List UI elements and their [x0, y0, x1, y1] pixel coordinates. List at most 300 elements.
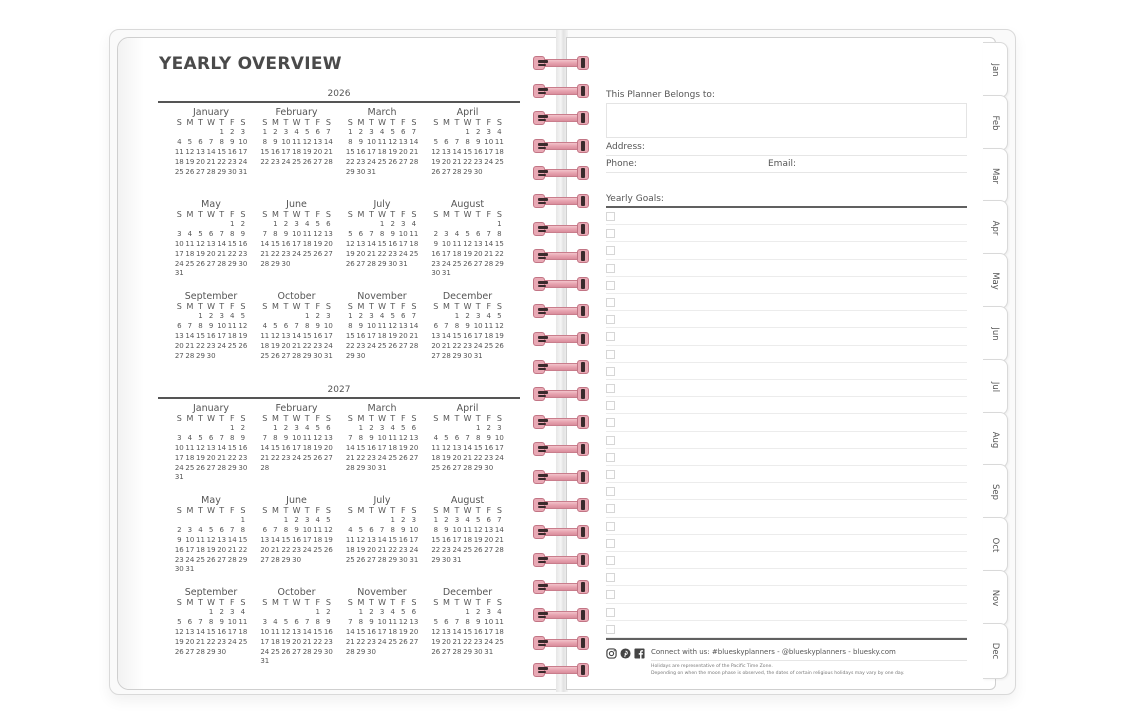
connect-text: Connect with us: #blueskyplanners - @blueskyplanners - bluesky.com — [651, 648, 896, 656]
goal-row[interactable] — [606, 552, 967, 569]
week-row — [345, 638, 431, 648]
weekday-label: S — [176, 506, 182, 515]
day-cell: 18 — [377, 147, 387, 156]
week-row — [174, 516, 260, 526]
day-cell: 28 — [409, 341, 419, 350]
day-cell: 29 — [356, 463, 366, 472]
day-cell: 4 — [230, 312, 235, 320]
week-row — [345, 158, 431, 168]
day-cell: 23 — [441, 545, 451, 554]
week-row — [345, 536, 431, 546]
goal-row[interactable] — [606, 260, 967, 277]
day-cell: 16 — [473, 147, 483, 156]
goal-row[interactable] — [606, 414, 967, 431]
day-cell: 13 — [260, 535, 270, 544]
day-cell: 27 — [292, 647, 302, 656]
goal-row[interactable] — [606, 242, 967, 259]
day-cell: 8 — [230, 433, 235, 442]
weekday-label: S — [262, 414, 268, 423]
week-row — [174, 260, 260, 270]
goal-checkbox[interactable] — [606, 608, 615, 617]
goal-row[interactable] — [606, 500, 967, 517]
weekday-label: T — [283, 414, 289, 423]
goal-row[interactable] — [606, 294, 967, 311]
address-line[interactable] — [606, 155, 967, 156]
day-cell: 29 — [313, 647, 323, 656]
day-cell: 9 — [283, 229, 289, 238]
tab-sep[interactable] — [983, 464, 1008, 520]
week-row — [174, 250, 260, 260]
day-cell: 2 — [369, 608, 374, 616]
goal-checkbox[interactable] — [606, 281, 615, 290]
day-cell: 23 — [292, 545, 302, 554]
day-cell: 18 — [260, 341, 270, 350]
week-row — [431, 638, 517, 648]
day-cell: 21 — [494, 535, 504, 544]
goal-row[interactable] — [606, 604, 967, 621]
goal-checkbox[interactable] — [606, 384, 615, 393]
goal-row[interactable] — [606, 535, 967, 552]
tab-jun[interactable] — [983, 306, 1008, 362]
day-cell: 18 — [270, 637, 280, 646]
day-cell: 13 — [206, 443, 216, 452]
weekday-label: T — [475, 210, 481, 219]
day-cell: 29 — [302, 351, 312, 360]
goal-checkbox[interactable] — [606, 367, 615, 376]
goal-checkbox[interactable] — [606, 470, 615, 479]
goal-row[interactable] — [606, 380, 967, 397]
day-cell: 11 — [238, 617, 248, 626]
day-cell: 26 — [281, 647, 291, 656]
weekday-label: T — [283, 118, 289, 127]
goal-checkbox[interactable] — [606, 264, 615, 273]
weekday-label: S — [411, 302, 417, 311]
month-calendar-june — [260, 495, 346, 587]
day-cell: 14 — [292, 331, 302, 340]
months-grid — [158, 403, 520, 679]
tab-mar[interactable] — [983, 148, 1008, 204]
day-cell: 12 — [185, 147, 195, 156]
goal-row[interactable] — [606, 328, 967, 345]
week-row — [174, 454, 260, 464]
day-cell: 14 — [409, 137, 419, 146]
day-cell: 3 — [177, 229, 182, 238]
goal-checkbox[interactable] — [606, 229, 615, 238]
day-cell: 21 — [367, 249, 376, 258]
day-cell: 9 — [283, 433, 289, 442]
day-cell: 14 — [484, 239, 494, 248]
tab-jan[interactable] — [983, 42, 1008, 98]
week-row — [174, 473, 260, 483]
day-cell: 12 — [356, 535, 366, 544]
day-cell: 30 — [367, 463, 376, 472]
day-cell: 8 — [240, 525, 246, 534]
day-cell: 29 — [270, 259, 280, 268]
month-calendar-april — [431, 403, 517, 495]
day-cell: 1 — [273, 424, 278, 432]
day-cell: 15 — [431, 535, 441, 544]
goal-checkbox[interactable] — [606, 246, 615, 255]
month-name: February — [275, 107, 318, 118]
day-cell: 22 — [494, 249, 504, 258]
day-cell: 5 — [465, 229, 470, 238]
goal-row[interactable] — [606, 208, 967, 225]
day-cell: 10 — [452, 525, 462, 534]
day-cell: 7 — [219, 229, 224, 238]
day-cell: 14 — [217, 443, 227, 452]
week-row — [174, 424, 260, 434]
weekday-label: S — [496, 302, 502, 311]
goal-checkbox[interactable] — [606, 401, 615, 410]
week-row — [174, 444, 260, 454]
day-cell: 22 — [196, 341, 205, 350]
day-cell: 29 — [463, 647, 473, 656]
tab-nov[interactable] — [983, 570, 1008, 626]
day-cell: 29 — [238, 555, 248, 564]
goal-checkbox[interactable] — [606, 625, 615, 634]
day-cell: 24 — [292, 249, 302, 258]
day-cell: 20 — [292, 637, 302, 646]
weekday-label: T — [369, 118, 374, 127]
weekday-label: W — [292, 506, 301, 515]
tab-dec[interactable] — [983, 623, 1008, 679]
week-row — [174, 638, 260, 648]
month-calendar-may — [174, 495, 260, 587]
day-cell: 12 — [441, 443, 451, 452]
week-row — [174, 546, 260, 556]
goal-checkbox[interactable] — [606, 332, 615, 341]
goal-row[interactable] — [606, 483, 967, 500]
day-cell: 8 — [304, 321, 310, 330]
day-cell: 22 — [473, 453, 483, 462]
day-cell: 8 — [390, 525, 395, 534]
weekday-label: M — [186, 118, 194, 127]
day-cell: 30 — [238, 463, 248, 472]
weekday-label: M — [186, 414, 194, 423]
day-cell: 21 — [217, 453, 227, 462]
weekday-label: S — [262, 302, 268, 311]
goal-checkbox[interactable] — [606, 350, 615, 359]
empty-cell — [431, 608, 442, 618]
month-name: January — [192, 107, 229, 118]
week-row — [431, 128, 517, 138]
weekday-header — [174, 598, 260, 608]
day-cell: 2 — [444, 516, 449, 524]
facebook-icon[interactable] — [634, 648, 645, 659]
day-cell: 3 — [379, 424, 385, 432]
weekday-label: W — [378, 414, 387, 423]
day-cell: 26 — [398, 637, 408, 646]
day-cell: 19 — [441, 453, 451, 462]
goal-checkbox[interactable] — [606, 539, 615, 548]
day-cell: 19 — [323, 535, 333, 544]
day-cell: 26 — [431, 647, 441, 656]
month-name: September — [184, 587, 238, 598]
day-cell: 7 — [411, 128, 417, 136]
day-cell: 22 — [431, 545, 441, 554]
day-cell: 30 — [473, 647, 483, 656]
day-cell: 18 — [292, 147, 302, 156]
day-cell: 24 — [260, 647, 270, 656]
day-cell: 1 — [465, 608, 470, 616]
month-name: November — [357, 291, 407, 302]
weekday-label: S — [411, 506, 417, 515]
day-cell: 20 — [174, 341, 184, 350]
week-row — [174, 220, 260, 230]
day-cell: 23 — [473, 157, 483, 166]
goal-row[interactable] — [606, 621, 967, 638]
day-cell: 27 — [174, 351, 184, 360]
day-cell: 28 — [206, 167, 216, 176]
day-cell: 23 — [270, 157, 280, 166]
day-cell: 11 — [494, 617, 504, 626]
day-cell: 17 — [398, 239, 408, 248]
week-row — [174, 240, 260, 250]
day-cell: 12 — [431, 627, 441, 636]
week-row — [174, 342, 260, 352]
week-row — [431, 648, 517, 658]
empty-cell — [260, 608, 271, 618]
goal-checkbox[interactable] — [606, 556, 615, 565]
day-cell: 16 — [367, 627, 376, 636]
day-cell: 19 — [270, 341, 280, 350]
empty-cell — [185, 312, 196, 322]
year-label: 2027 — [327, 385, 351, 395]
day-cell: 25 — [196, 555, 205, 564]
empty-cell — [195, 516, 206, 526]
day-cell: 11 — [388, 433, 398, 442]
day-cell: 27 — [196, 167, 205, 176]
day-cell: 9 — [208, 321, 214, 330]
day-cell: 30 — [323, 647, 333, 656]
weekday-label: M — [271, 506, 279, 515]
goal-row[interactable] — [606, 397, 967, 414]
goal-row[interactable] — [606, 277, 967, 294]
day-cell: 29 — [356, 647, 366, 656]
empty-cell — [206, 128, 217, 138]
day-cell: 29 — [227, 463, 237, 472]
goal-checkbox[interactable] — [606, 418, 615, 427]
instagram-icon[interactable] — [606, 648, 617, 659]
day-cell: 8 — [379, 229, 385, 238]
weekday-label: T — [219, 302, 225, 311]
day-cell: 4 — [465, 516, 470, 524]
weekday-label: F — [315, 118, 321, 127]
day-cell: 24 — [441, 259, 451, 268]
day-cell: 25 — [345, 555, 355, 564]
belongs-to-field[interactable] — [606, 103, 967, 138]
weekday-label: T — [304, 302, 310, 311]
goal-row[interactable] — [606, 363, 967, 380]
day-cell: 20 — [323, 239, 333, 248]
day-cell: 18 — [185, 453, 195, 462]
goal-row[interactable] — [606, 586, 967, 603]
spiral-ring — [533, 580, 589, 594]
empty-cell — [377, 516, 388, 526]
day-cell: 12 — [345, 239, 355, 248]
day-cell: 18 — [174, 157, 184, 166]
day-cell: 9 — [369, 617, 374, 626]
week-row — [431, 516, 517, 526]
weekday-label: T — [198, 506, 203, 515]
tab-apr[interactable] — [983, 200, 1008, 256]
day-cell: 16 — [313, 331, 323, 340]
day-cell: 12 — [281, 627, 291, 636]
day-cell: 25 — [452, 259, 462, 268]
day-cell: 21 — [196, 637, 205, 646]
empty-cell — [366, 220, 377, 230]
goal-checkbox[interactable] — [606, 212, 615, 221]
day-cell: 5 — [433, 137, 439, 146]
empty-cell — [270, 608, 281, 618]
day-cell: 29 — [431, 555, 441, 564]
day-cell: 29 — [196, 351, 205, 360]
weekday-label: W — [463, 598, 472, 607]
empty-cell — [185, 608, 196, 618]
weekday-label: T — [219, 506, 225, 515]
day-cell: 2 — [475, 608, 481, 616]
goal-row[interactable] — [606, 518, 967, 535]
day-cell: 6 — [208, 433, 214, 442]
week-row — [260, 536, 346, 546]
social-icons — [606, 647, 645, 659]
week-row — [345, 128, 431, 138]
goal-checkbox[interactable] — [606, 487, 615, 496]
day-cell: 16 — [484, 443, 494, 452]
weekday-label: S — [240, 506, 246, 515]
tab-aug[interactable] — [983, 412, 1008, 468]
day-cell: 1 — [230, 220, 235, 228]
spiral-ring — [533, 166, 589, 180]
day-cell: 16 — [281, 443, 291, 452]
month-calendar-august — [431, 199, 517, 291]
goal-checkbox[interactable] — [606, 453, 615, 462]
day-cell: 22 — [356, 637, 366, 646]
day-cell: 12 — [463, 239, 473, 248]
day-cell: 1 — [465, 128, 470, 136]
empty-cell — [366, 516, 377, 526]
week-row — [345, 454, 431, 464]
spiral-ring — [533, 332, 589, 346]
day-cell: 8 — [283, 525, 289, 534]
day-cell: 2 — [486, 424, 491, 432]
spiral-ring — [533, 56, 589, 70]
empty-cell — [195, 608, 206, 618]
day-cell: 21 — [227, 545, 237, 554]
day-cell: 11 — [292, 137, 302, 146]
weekday-label: F — [486, 598, 492, 607]
goal-row[interactable] — [606, 311, 967, 328]
day-cell: 6 — [294, 617, 299, 626]
goal-row[interactable] — [606, 346, 967, 363]
goal-checkbox[interactable] — [606, 504, 615, 513]
goal-checkbox[interactable] — [606, 590, 615, 599]
day-cell: 4 — [187, 433, 193, 442]
day-cell: 10 — [484, 137, 494, 146]
spiral-ring — [533, 498, 589, 512]
week-row — [431, 332, 517, 342]
day-cell: 6 — [187, 617, 193, 626]
day-cell: 26 — [388, 341, 398, 350]
day-cell: 25 — [238, 637, 248, 646]
phone-email-line[interactable] — [606, 172, 967, 173]
goal-row[interactable] — [606, 449, 967, 466]
tab-feb[interactable] — [983, 95, 1008, 151]
day-cell: 1 — [390, 516, 395, 524]
day-cell: 3 — [304, 516, 310, 524]
goal-row[interactable] — [606, 569, 967, 586]
goal-checkbox[interactable] — [606, 298, 615, 307]
weekday-label: F — [486, 506, 492, 515]
week-row — [174, 565, 260, 575]
day-cell: 15 — [452, 331, 462, 340]
weekday-label: T — [454, 210, 460, 219]
goal-checkbox[interactable] — [606, 573, 615, 582]
empty-cell — [473, 220, 484, 230]
weekday-label: T — [475, 598, 481, 607]
tab-may[interactable] — [983, 253, 1008, 309]
day-cell: 2 — [219, 608, 224, 616]
day-cell: 5 — [444, 433, 449, 442]
weekday-label: T — [475, 506, 481, 515]
day-cell: 15 — [260, 147, 270, 156]
pinterest-icon[interactable] — [620, 648, 631, 659]
day-cell: 22 — [227, 453, 237, 462]
day-cell: 7 — [304, 617, 310, 626]
week-row — [260, 260, 346, 270]
weekday-label: M — [186, 598, 194, 607]
tab-jul[interactable] — [983, 359, 1008, 415]
goal-checkbox[interactable] — [606, 522, 615, 531]
empty-cell — [206, 424, 217, 434]
day-cell: 15 — [227, 443, 237, 452]
day-cell: 7 — [187, 321, 193, 330]
day-cell: 3 — [230, 608, 235, 616]
day-cell: 7 — [348, 433, 353, 442]
empty-cell — [174, 424, 185, 434]
day-cell: 3 — [454, 516, 460, 524]
weekday-label: T — [198, 598, 203, 607]
weekday-label: F — [229, 598, 235, 607]
day-cell: 9 — [240, 229, 246, 238]
goal-row[interactable] — [606, 432, 967, 449]
weekday-label: T — [198, 118, 203, 127]
week-row — [174, 556, 260, 566]
tab-oct[interactable] — [983, 517, 1008, 573]
goal-row[interactable] — [606, 225, 967, 242]
day-cell: 26 — [185, 167, 195, 176]
month-name: May — [201, 495, 221, 506]
day-cell: 5 — [358, 525, 364, 534]
spiral-ring — [533, 139, 589, 153]
day-cell: 7 — [262, 229, 268, 238]
day-cell: 1 — [198, 312, 203, 320]
day-cell: 12 — [398, 617, 408, 626]
goal-row[interactable] — [606, 466, 967, 483]
goal-checkbox[interactable] — [606, 315, 615, 324]
day-cell: 2 — [177, 525, 182, 534]
weekday-label: W — [292, 302, 301, 311]
day-cell: 30 — [441, 555, 451, 564]
day-cell: 13 — [484, 525, 494, 534]
week-row — [260, 148, 346, 158]
week-row — [345, 148, 431, 158]
day-cell: 19 — [431, 157, 441, 166]
empty-cell — [452, 608, 463, 618]
goal-checkbox[interactable] — [606, 436, 615, 445]
weekday-label: W — [378, 302, 387, 311]
day-cell: 11 — [270, 627, 280, 636]
